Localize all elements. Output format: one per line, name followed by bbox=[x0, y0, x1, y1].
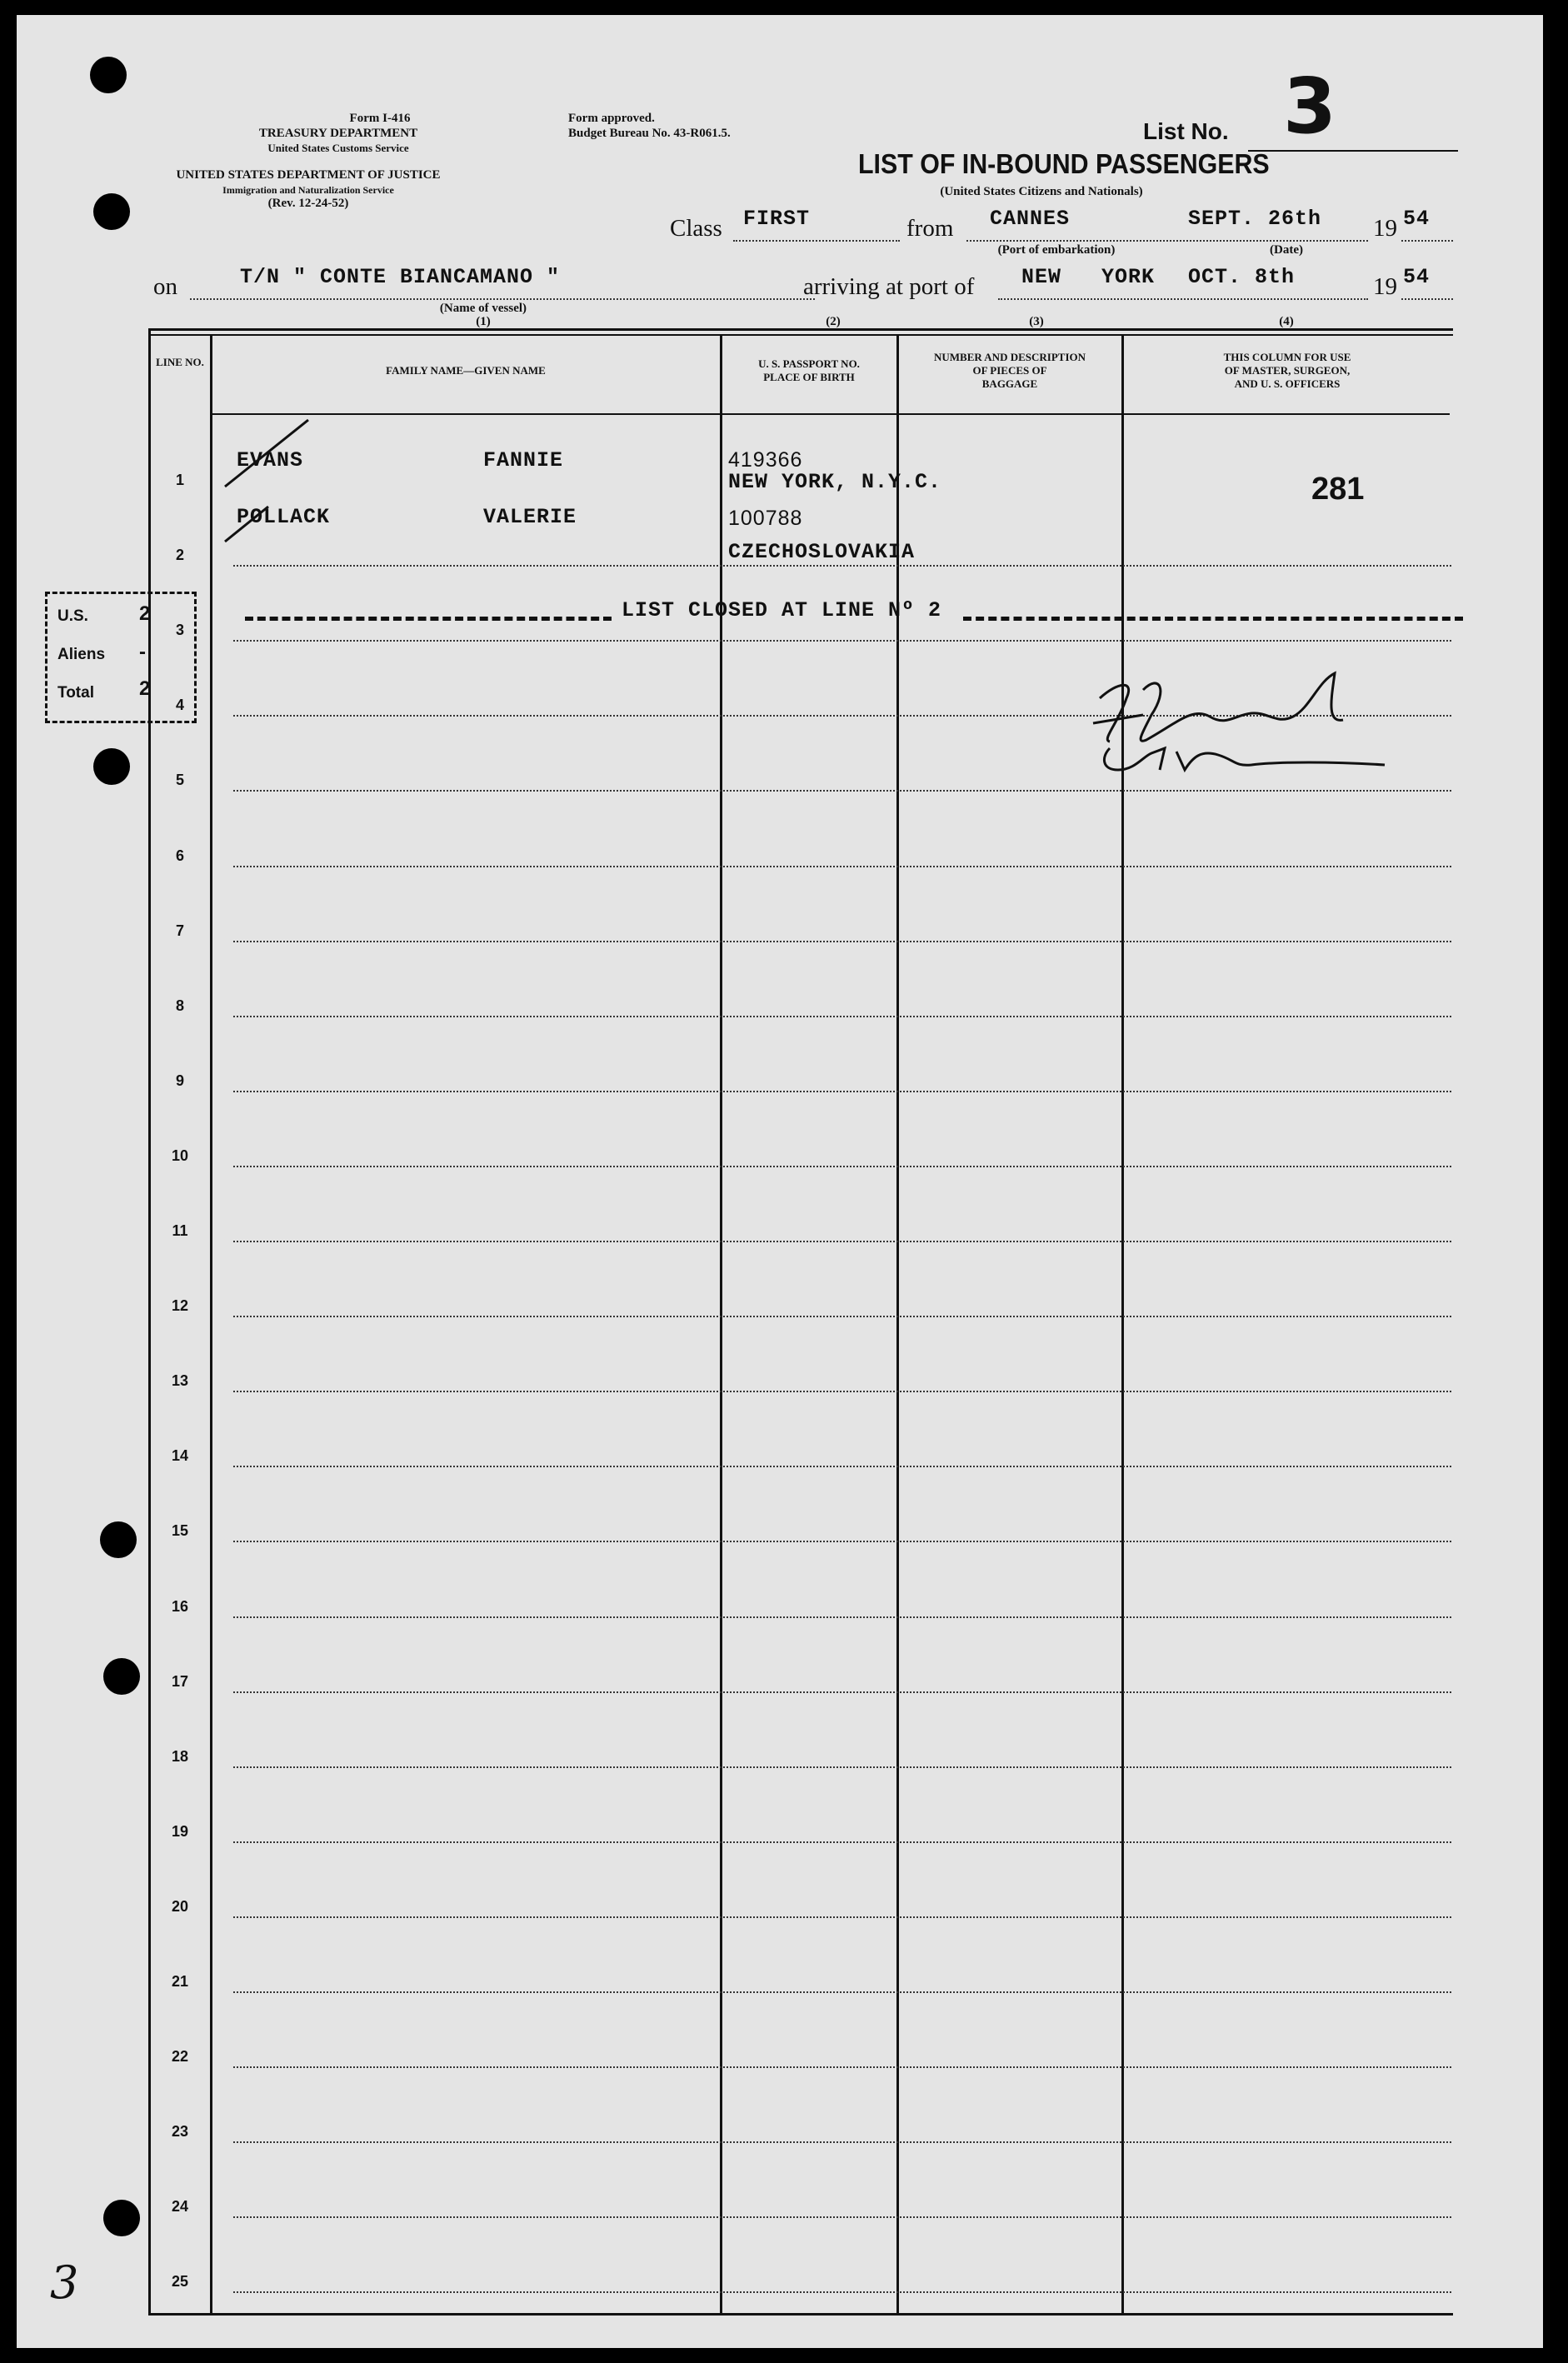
arrival-field-line bbox=[998, 298, 1368, 300]
col-header-officers-3: AND U. S. OFFICERS bbox=[1234, 377, 1341, 390]
class-field-line bbox=[733, 240, 900, 242]
line-number: 6 bbox=[175, 847, 184, 864]
row-rule bbox=[233, 2216, 1451, 2218]
col-marker-1: (1) bbox=[476, 315, 491, 328]
departure-year-prefix: 19 bbox=[1373, 215, 1397, 242]
customs-service: United States Customs Service bbox=[267, 142, 409, 154]
line-number: 3 bbox=[175, 622, 184, 639]
date-label: (Date) bbox=[1270, 243, 1303, 257]
line-number: 4 bbox=[175, 697, 184, 714]
justice-department: UNITED STATES DEPARTMENT OF JUSTICE bbox=[176, 168, 441, 182]
row-rule bbox=[233, 1166, 1451, 1167]
col-header-baggage-2: OF PIECES OF bbox=[972, 364, 1047, 377]
col-marker-4: (4) bbox=[1279, 315, 1294, 328]
col-header-passport-2: PLACE OF BIRTH bbox=[763, 371, 855, 383]
class-value: FIRST bbox=[743, 207, 811, 231]
line-number: 23 bbox=[171, 2123, 189, 2141]
arrival-year-suffix: 54 bbox=[1403, 265, 1431, 289]
passenger-1-passport: 419366 bbox=[728, 448, 803, 472]
punch-hole bbox=[90, 57, 127, 93]
line-number: 22 bbox=[171, 2048, 189, 2066]
list-no-underline bbox=[1248, 150, 1458, 152]
passenger-1-family-name: EVANS bbox=[237, 448, 304, 472]
punch-hole bbox=[103, 2200, 140, 2236]
line-number: 21 bbox=[171, 1973, 189, 1990]
passenger-1-birthplace: NEW YORK, N.Y.C. bbox=[728, 470, 942, 494]
row-rule bbox=[233, 1391, 1451, 1392]
check-mark bbox=[222, 503, 272, 545]
passport-divider bbox=[896, 335, 899, 2315]
vessel-name-label: (Name of vessel) bbox=[439, 302, 527, 315]
passenger-2-passport: 100788 bbox=[728, 507, 803, 530]
page-subtitle: (United States Citizens and Nationals) bbox=[940, 185, 1143, 198]
passenger-1-given-name: FANNIE bbox=[483, 448, 564, 472]
header-bottom-rule bbox=[212, 413, 1450, 415]
line-number: 15 bbox=[171, 1522, 189, 1540]
departure-year-suffix: 54 bbox=[1403, 207, 1431, 231]
line-number: 11 bbox=[172, 1222, 188, 1239]
officer-signature bbox=[1085, 665, 1401, 782]
name-divider bbox=[720, 335, 722, 2315]
line-number: 1 bbox=[175, 472, 184, 488]
line-number: 20 bbox=[171, 1897, 189, 1915]
row-rule bbox=[233, 1766, 1451, 1768]
table-top-rule-inner bbox=[148, 334, 1453, 336]
line-number: 9 bbox=[175, 1072, 184, 1089]
stamp-us-value: 2 bbox=[139, 602, 151, 625]
immigration-service: Immigration and Naturalization Service bbox=[222, 184, 394, 196]
arrival-year-line bbox=[1401, 298, 1453, 300]
line-number: 17 bbox=[171, 1672, 189, 1690]
form-approved: Form approved. bbox=[568, 112, 655, 125]
passenger-2-family-name: POLLACK bbox=[237, 505, 331, 529]
line-number: 14 bbox=[171, 1447, 189, 1465]
row-rule bbox=[233, 2291, 1451, 2293]
line-number: 10 bbox=[171, 1147, 189, 1164]
vessel-name: T/N " CONTE BIANCAMANO " bbox=[240, 265, 561, 289]
arrival-date: OCT. 8th bbox=[1188, 265, 1296, 289]
line-number: 25 bbox=[171, 2273, 189, 2291]
line-no-divider bbox=[210, 335, 212, 2315]
class-label: Class bbox=[670, 215, 722, 242]
line-number: 12 bbox=[171, 1297, 189, 1315]
stamp-total-label: Total bbox=[57, 684, 94, 702]
col-header-name: FAMILY NAME—GIVEN NAME bbox=[386, 364, 546, 377]
col-header-baggage-1: NUMBER AND DESCRIPTION bbox=[933, 351, 1086, 363]
row-rule bbox=[233, 1541, 1451, 1542]
arriving-label: arriving at port of bbox=[803, 273, 975, 300]
line-number: 7 bbox=[175, 922, 184, 939]
punch-hole bbox=[93, 748, 130, 785]
check-mark bbox=[222, 415, 313, 490]
from-value: CANNES bbox=[990, 207, 1071, 231]
arrival-port: NEW YORK bbox=[1021, 265, 1156, 289]
col-marker-2: (2) bbox=[826, 315, 841, 328]
row-rule bbox=[233, 866, 1451, 867]
arrival-year-prefix: 19 bbox=[1373, 273, 1397, 300]
row-rule bbox=[233, 1616, 1451, 1618]
row-rule bbox=[233, 941, 1451, 942]
list-no-label: List No. bbox=[1143, 118, 1229, 144]
stamp-aliens-value: - bbox=[139, 641, 146, 663]
from-label: from bbox=[906, 215, 954, 242]
row-rule bbox=[233, 640, 1451, 642]
row-rule bbox=[233, 2141, 1451, 2143]
passenger-2-given-name: VALERIE bbox=[483, 505, 577, 529]
closure-dash-left bbox=[245, 617, 612, 621]
departure-date: SEPT. 26th bbox=[1188, 207, 1322, 231]
punch-hole bbox=[100, 1521, 137, 1558]
row-rule bbox=[233, 1016, 1451, 1017]
departure-year-line bbox=[1401, 240, 1453, 242]
list-no-value: 3 bbox=[1283, 62, 1337, 151]
margin-note: 3 bbox=[50, 2256, 79, 2309]
budget-bureau: Budget Bureau No. 43-R061.5. bbox=[568, 127, 731, 140]
punch-hole bbox=[103, 1658, 140, 1695]
table-bottom-rule bbox=[148, 2313, 1453, 2316]
row-rule bbox=[233, 1916, 1451, 1918]
row-rule bbox=[233, 1991, 1451, 1993]
port-of-embarkation-label: (Port of embarkation) bbox=[997, 243, 1116, 257]
on-label: on bbox=[153, 273, 177, 300]
from-field-line bbox=[966, 240, 1368, 242]
line-number: 8 bbox=[175, 997, 184, 1014]
line-number: 18 bbox=[171, 1747, 189, 1765]
col-header-line-no: LINE NO. bbox=[156, 356, 204, 368]
stamp-total-value: 2 bbox=[139, 677, 151, 700]
closure-dash-right bbox=[963, 617, 1463, 621]
col-header-officers-1: THIS COLUMN FOR USE bbox=[1223, 351, 1351, 363]
line-number: 2 bbox=[175, 547, 184, 564]
form-number: Form I-416 bbox=[349, 112, 411, 125]
page-title: LIST OF IN-BOUND PASSENGERS bbox=[858, 148, 1270, 179]
col-header-officers-2: OF MASTER, SURGEON, bbox=[1224, 364, 1351, 377]
line-number: 19 bbox=[171, 1822, 189, 1840]
stamp-us-label: U.S. bbox=[57, 607, 88, 625]
col-header-baggage-3: BAGGAGE bbox=[981, 377, 1038, 390]
manifest-sheet bbox=[17, 15, 1543, 2348]
table-top-rule bbox=[148, 328, 1453, 331]
passenger-count-stamp bbox=[45, 592, 197, 723]
line-number: 13 bbox=[171, 1372, 189, 1390]
line-number: 16 bbox=[171, 1597, 189, 1615]
col-marker-3: (3) bbox=[1029, 315, 1044, 328]
vessel-field-line bbox=[190, 298, 815, 300]
closure-note: LIST CLOSED AT LINE Nº 2 bbox=[622, 598, 942, 622]
form-revision: (Rev. 12-24-52) bbox=[267, 197, 349, 210]
punch-hole bbox=[93, 193, 130, 230]
baggage-divider bbox=[1121, 335, 1124, 2315]
passenger-2-birthplace: CZECHOSLOVAKIA bbox=[728, 540, 916, 564]
treasury-department: TREASURY DEPARTMENT bbox=[258, 127, 418, 140]
row-rule bbox=[233, 1091, 1451, 1092]
row-rule bbox=[233, 2066, 1451, 2068]
col-header-passport-1: U. S. PASSPORT NO. bbox=[758, 357, 860, 370]
row-rule bbox=[233, 1691, 1451, 1693]
line-number: 5 bbox=[175, 772, 184, 789]
stamp-aliens-label: Aliens bbox=[57, 646, 106, 663]
row-rule bbox=[233, 1841, 1451, 1843]
row-rule bbox=[233, 1466, 1451, 1467]
row-rule bbox=[233, 1316, 1451, 1317]
passenger-1-officer-note: 281 bbox=[1311, 472, 1365, 507]
row-rule bbox=[233, 790, 1451, 792]
row-rule bbox=[233, 565, 1451, 567]
line-number: 24 bbox=[171, 2198, 189, 2216]
row-rule bbox=[233, 1241, 1451, 1242]
